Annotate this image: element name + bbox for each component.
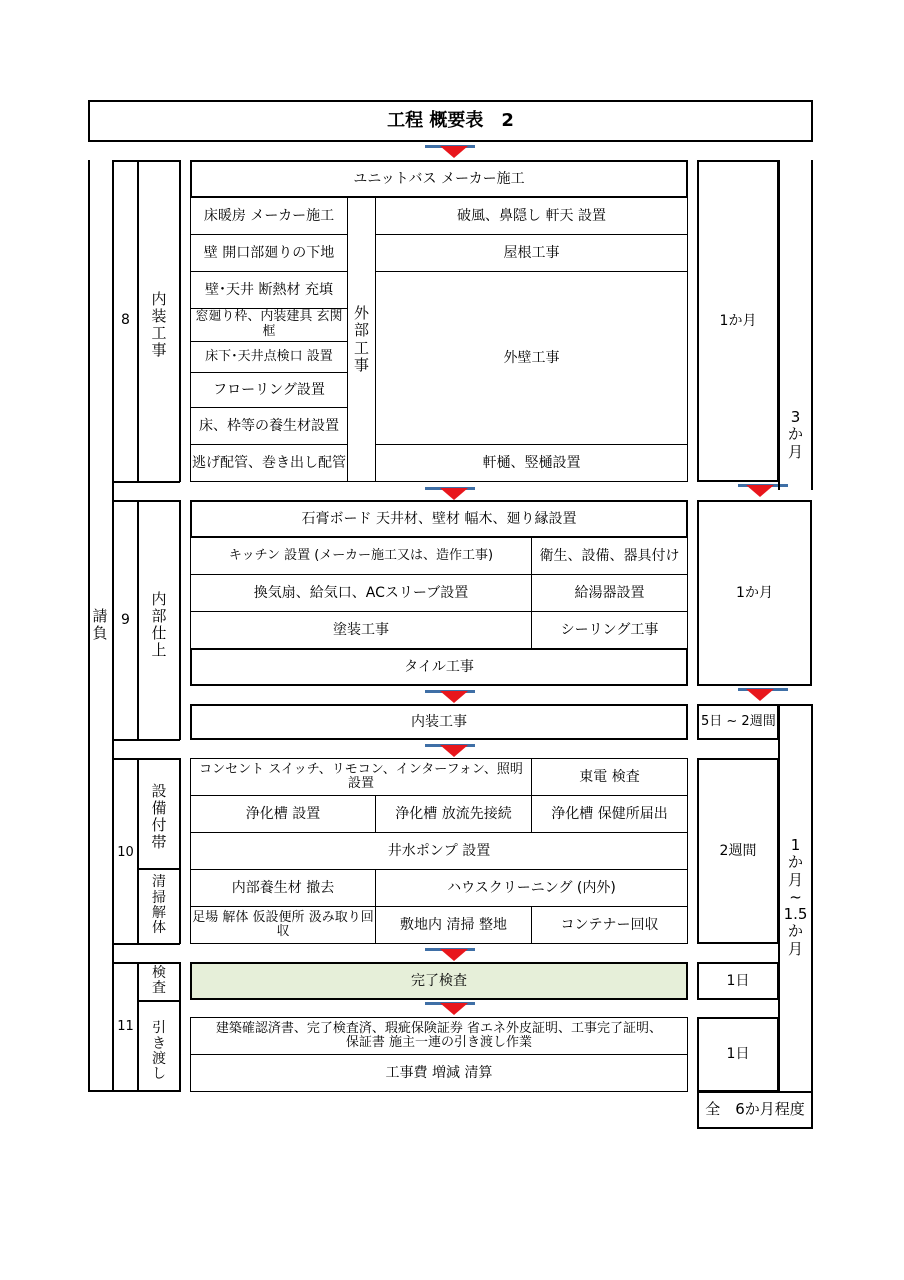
s8-item-insulation: 壁･天井 断熱材 充填 [190,271,348,309]
s11-label-handover: 引 き 渡 し [152,1020,166,1083]
s11-handover-duration: 1日 [697,1017,779,1092]
s9-line-bottom [112,739,180,741]
s10-label-equipment: 設 備 付 帯 [151,781,167,852]
s8-item-fascia: 破風、鼻隠し 軒天 設置 [375,197,688,235]
s9-interior-duration: 5日 ~ 2週間 [697,704,779,740]
s10-container: コンテナー回収 [531,906,688,944]
s10-line-top [112,758,180,760]
s9-board: 石膏ボード 天井材、壁材 幅木、廻り縁設置 [190,500,688,538]
s10-label-cleaning: 清 掃 解 体 [152,874,166,937]
down-arrow [440,488,468,500]
s9-number: 9 [121,611,130,628]
s9-line-top [112,500,180,502]
s9-hotwater: 給湯器設置 [531,574,688,612]
s11-handover-docs: 建築確認済書、完了検査済、瑕疵保険証券 省エネ外皮証明、工事完了証明、保証書 施主一連の引き渡し作業 [190,1017,688,1055]
s9-sealing: シーリング工事 [531,611,688,649]
s9-paint: 塗装工事 [190,611,532,649]
s9-line [179,500,181,740]
down-arrow [746,485,774,497]
side-label: 請負 [92,606,108,642]
frame-line [778,704,813,706]
s8-label: 内 装 工 事 [151,289,167,360]
s10-site-clean: 敷地内 清掃 整地 [375,906,532,944]
outer-line-bottom [88,1090,114,1092]
s10-duration: 2週間 [697,758,779,944]
s11-line-mid [137,1000,180,1002]
s11-number: 11 [117,1018,134,1034]
down-arrow [440,1003,468,1015]
s8-line-top [112,160,180,162]
duration-one-to-one-half-months: 1 か 月 ~ 1.5 か 月 [783,836,808,958]
s9-kitchen: キッチン 設置 (メーカー施工又は、造作工事) [190,537,532,575]
s11-completion-inspection: 完了検査 [190,962,688,1000]
down-arrow [440,691,468,703]
s8-item-inspection-hatch: 床下･天井点検口 設置 [190,341,348,373]
s10-septic-install: 浄化槽 設置 [190,795,376,833]
down-arrow [440,949,468,961]
s10-house-cleaning: ハウスクリーニング (内外) [375,869,688,907]
s11-line-bottom [112,1090,180,1092]
duration-three-months: 3 か 月 [787,408,803,461]
s11-line [179,962,181,1092]
s8-item-curing-material: 床、枠等の養生材設置 [190,407,348,445]
s8-item-window-frame: 窓廻り枠、内装建具 玄関框 [190,308,348,342]
s10-pump: 井水ポンプ 設置 [190,832,688,870]
s10-outlet: コンセント スイッチ、リモコン、インターフォン、照明 設置 [190,758,532,796]
s11-label-inspection: 検 査 [152,964,166,996]
s9-tile: タイル工事 [190,648,688,686]
s10-scaffold: 足場 解体 仮設便所 汲み取り回収 [190,906,376,944]
s10-septic-notify: 浄化槽 保健所届出 [531,795,688,833]
s9-interior-work: 内装工事 [190,704,688,740]
down-arrow [746,689,774,701]
down-arrow [440,146,468,158]
s9-sanitary: 衛生、設備、器具付け [531,537,688,575]
s10-tepco: 東電 検査 [531,758,688,796]
s9-duration: 1か月 [697,500,812,686]
s8-unitbath: ユニットバス メーカー施工 [190,160,688,198]
s10-number: 10 [117,844,134,860]
s8-duration: 1か月 [697,160,779,482]
s11-cost-settlement: 工事費 増減 清算 [190,1054,688,1092]
s11-inspection-duration: 1日 [697,962,779,1000]
s8-item-roof: 屋根工事 [375,234,688,272]
s8-item-gutter: 軒樋、竪樋設置 [375,444,688,482]
s8-item-floor-heating: 床暖房 メーカー施工 [190,197,348,235]
down-arrow [440,745,468,757]
s8-item-flooring: フローリング設置 [190,372,348,408]
s8-line [179,160,181,482]
s9-vent: 換気扇、給気口、ACスリーブ設置 [190,574,532,612]
page-title: 工程 概要表 2 [88,100,813,142]
frame-line [811,704,813,1092]
s8-item-wall-opening: 壁 開口部廻りの下地 [190,234,348,272]
s8-line-bottom [112,481,180,483]
s9-label: 内 部 仕 上 [151,589,167,660]
s8-item-piping: 逃げ配管、巻き出し配管 [190,444,348,482]
total-duration: 全 6か月程度 [697,1091,813,1129]
frame-line [811,160,813,490]
s10-cure-remove: 内部養生材 撤去 [190,869,376,907]
s8-item-exterior-wall: 外壁工事 [375,271,688,445]
s10-septic-connect: 浄化槽 放流先接続 [375,795,532,833]
s10-line-bottom [112,943,180,945]
s10-line [179,758,181,944]
s8-exterior-label: 外 部 工 事 [347,197,376,482]
s8-number: 8 [121,311,130,328]
